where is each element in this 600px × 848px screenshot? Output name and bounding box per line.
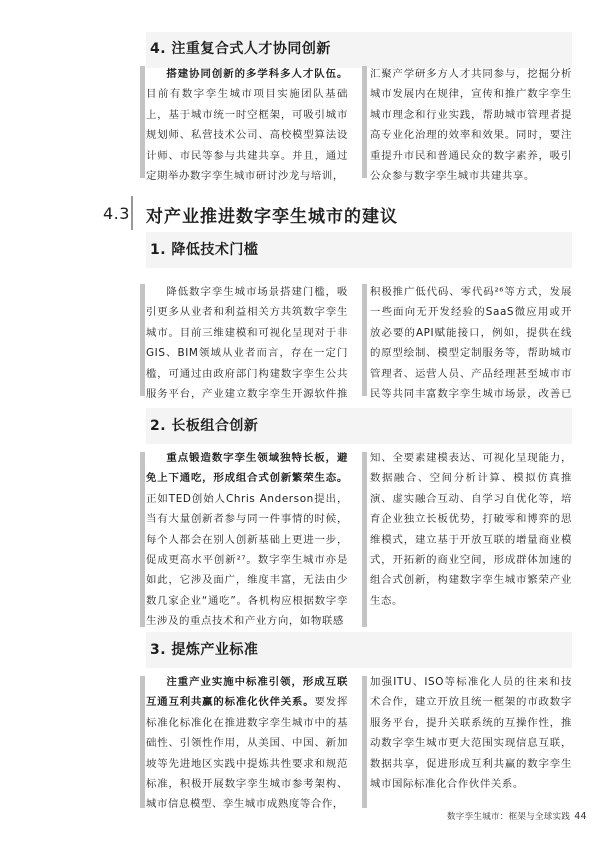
right-column-rule — [362, 66, 367, 178]
chapter-number: 4.3 — [103, 204, 130, 223]
section-4-right-column: 汇聚产学研多方人才共同参与，挖掘分析城市发展内在规律，宣传和推广数字孪生城市理念和行业实践，帮助城市管理者提高专业化治理的效率和效果。同时，要注重提升市民和普通民众的数字素养，吸引公众参与数字孪生城市共建共享。 — [370, 68, 572, 183]
section-1-left-text: 降低数字孪生城市场景搭建门槛，吸引更多从业者和利益相关方共筑数字孪生城市。目前三维建模和可视化呈现对于非GIS、BIM领域从业者而言，存在一定门槛，可通过由政府部门构建数字孪生公共服务平台，产业建立数字孪生开源软件推 — [146, 286, 348, 401]
left-column-rule — [140, 284, 145, 396]
section-3-left-text: 要发挥标准化标准化在推进数字孪生城市中的基础性、引领性作用，从美国、中国、新加坡等先进地区实践中提炼共性要求和规范标准，积极开展数字孪生城市参考架构、城市信息模型、孪生城市成熟度等合作， — [146, 696, 348, 811]
chapter-divider — [131, 196, 133, 230]
left-column-rule — [140, 452, 145, 627]
section-3-right-column: 加强ITU、ISO等标准化人员的往来和技术合作，建立开放且统一框架的市政数字服务平台，提升关联系统的互操作性，推动数字孪生城市更大范围实现信息互联，数据共享，促进形成互利共赢的数字孪生城市国际标准化合作伙伴关系。 — [370, 676, 572, 791]
section-4-lead: 搭建协同创新的多学科多人才队伍。 — [166, 68, 348, 80]
section-2-title: 2. 长板组合创新 — [150, 418, 259, 434]
section-4-title: 4. 注重复合式人才协同创新 — [150, 41, 331, 57]
section-2-right-column: 知、全要素建模表达、可视化呈现能力，数据融合、空间分析计算、模拟仿真推演、虚实融合互动、自学习自优化等，培育企业独立长板优势，打破零和博弈的思维模式，建立基于开放互联的增量商业模式，开拓新的商业空间，形成群体加速的组合式创新，构建数字孪生城市繁荣产业生态。 — [370, 452, 572, 607]
page-footer — [447, 810, 587, 822]
left-column-rule — [140, 676, 145, 808]
section-1-right-column: 积极推广低代码、零代码²⁶等方式，发展一些面向无开发经验的SaaS微应用或开放必要的API赋能接口，例如，提供在线的原型绘制、模型定制服务等，帮助城市管理者、运营人员、产品经理甚至城市市民等共同丰富数字孪生城市场景，改善已 — [370, 286, 572, 401]
section-4-left-column — [146, 64, 348, 186]
section-3-left-column — [146, 672, 348, 815]
section-4-left-text: 目前有数字孪生城市项目实施团队基础上，基于城市统一时空框架，可吸引城市规划师、私营技术公司、高校模型算法设计师、市民等参与共建共享。并且，通过定期举办数字孪生城市研讨沙龙与培训， — [146, 88, 348, 183]
page-number: 44 — [574, 811, 587, 822]
section-1-title: 1. 降低技术门槛 — [150, 242, 259, 258]
right-column-rule — [362, 452, 367, 627]
section-3-title: 3. 提炼产业标准 — [150, 642, 259, 658]
section-2-left-text: 正如TED创始人Chris Anderson提出，当有大量创新者参与同一件事情的时候，每个人都会在别人创新基础上更进一步，促成更高水平创新²⁷。数字孪生城市亦是如此，它涉及面广，维度丰富，无法由少数几家企业“通吃”。各机构应根据数字孪生涉及的重点技术和产业方向，如物联感 — [146, 492, 348, 628]
right-column-rule — [362, 676, 367, 808]
section-2-left-column — [146, 448, 348, 632]
section-1-left-column — [146, 282, 348, 425]
section-2-lead: 重点锻造数字孪生领域独特长板，避免上下通吃，形成组合式创新繁荣生态。 — [146, 452, 348, 485]
left-column-rule — [140, 66, 145, 178]
right-column-rule — [362, 284, 367, 396]
section-3-lead: 注重产业实施中标准引领，形成互联互通互利共赢的标准化伙伴关系。 — [146, 676, 348, 709]
chapter-title: 对产业推进数字孪生城市的建议 — [146, 207, 398, 227]
book-title: 数字孪生城市：框架与全球实践 — [447, 812, 571, 822]
